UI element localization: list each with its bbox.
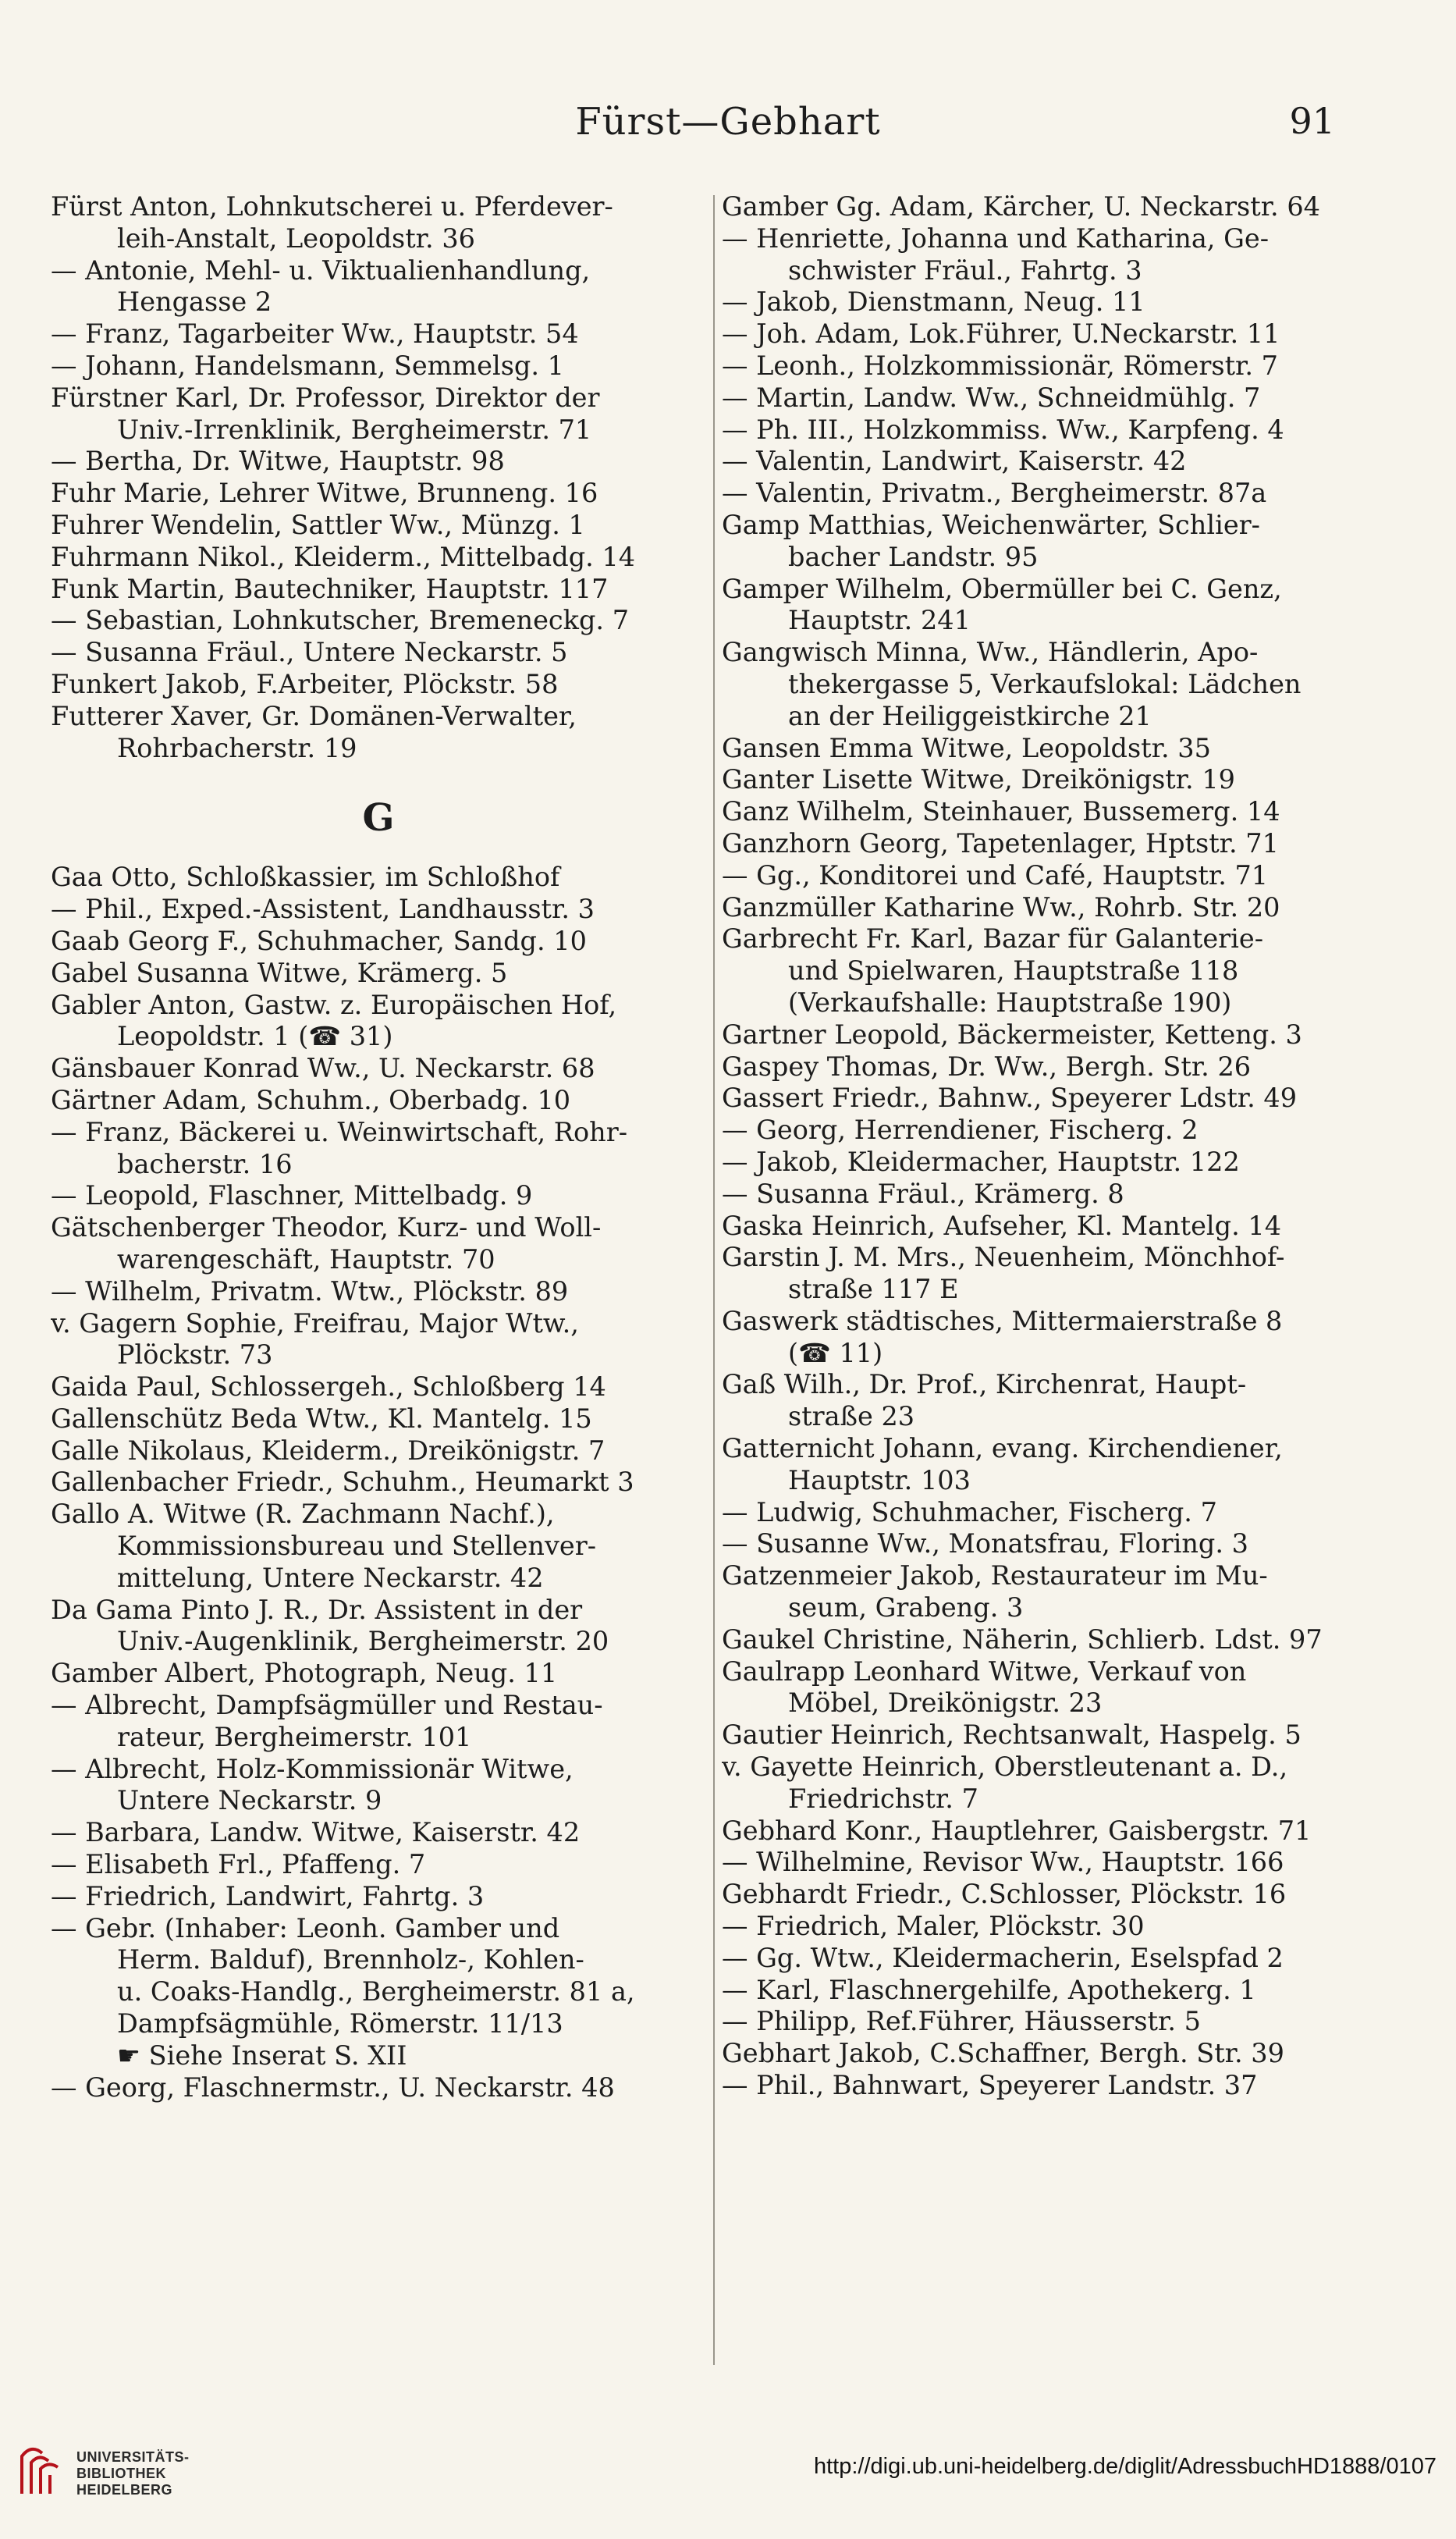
directory-entry: Gabel Susanna Witwe, Krämerg. 5	[51, 957, 508, 988]
directory-entry: Ganter Lisette Witwe, Dreikönigstr. 19	[722, 764, 1235, 795]
directory-entry: Gamber Albert, Photograph, Neug. 11	[51, 1658, 558, 1689]
directory-entry: Futterer Xaver, Gr. Domänen-Verwalter,	[51, 700, 577, 731]
logo-line: BIBLIOTHEK	[76, 2466, 166, 2481]
logo-line: HEIDELBERG	[76, 2482, 173, 2498]
directory-entry: v. Gayette Heinrich, Oberstleutenant a. D.,	[722, 1751, 1288, 1783]
directory-entry: Gaa Otto, Schloßkassier, im Schloßhof	[51, 862, 560, 893]
entry-continuation: Hauptstr. 241	[788, 605, 971, 636]
directory-entry: Gaulrapp Leonhard Witwe, Verkauf von	[722, 1655, 1247, 1687]
directory-entry: Fuhrmann Nikol., Kleiderm., Mittelbadg. 14	[51, 541, 636, 572]
directory-entry: Gaska Heinrich, Aufseher, Kl. Mantelg. 14	[722, 1210, 1282, 1241]
directory-entry: Galle Nikolaus, Kleiderm., Dreikönigstr. 7	[51, 1435, 605, 1466]
directory-entry: Gatternicht Johann, evang. Kirchendiener,	[722, 1433, 1283, 1464]
directory-entry: Gartner Leopold, Bäckermeister, Ketteng. 3	[722, 1019, 1302, 1050]
directory-entry: — Franz, Tagarbeiter Ww., Hauptstr. 54	[51, 318, 579, 350]
directory-entry: Ganzhorn Georg, Tapetenlager, Hptstr. 71	[722, 827, 1279, 859]
left-column	[51, 191, 706, 2103]
page-header	[0, 94, 1456, 148]
directory-entry: — Philipp, Ref.Führer, Häusserstr. 5	[722, 2006, 1201, 2037]
directory-entry: — Bertha, Dr. Witwe, Hauptstr. 98	[51, 446, 505, 477]
directory-entry: Garbrecht Fr. Karl, Bazar für Galanterie-	[722, 923, 1264, 955]
directory-entry: — Georg, Herrendiener, Fischerg. 2	[722, 1115, 1199, 1146]
right-column	[722, 191, 1358, 2102]
directory-entry: — Susanne Ww., Monatsfrau, Floring. 3	[722, 1528, 1248, 1559]
directory-entry: — Barbara, Landw. Witwe, Kaiserstr. 42	[51, 1817, 581, 1848]
directory-entry: — Joh. Adam, Lok.Führer, U.Neckarstr. 11	[722, 318, 1280, 350]
directory-entry: Gautier Heinrich, Rechtsanwalt, Haspelg. 5	[722, 1719, 1302, 1751]
entry-continuation: straße 117 E	[788, 1274, 959, 1305]
column-divider	[713, 195, 715, 2365]
entry-continuation: warengeschäft, Hauptstr. 70	[117, 1243, 495, 1275]
directory-entry: — Phil., Exped.-Assistent, Landhausstr. 3	[51, 894, 595, 925]
directory-entry: Gangwisch Minna, Ww., Händlerin, Apo-	[722, 637, 1259, 668]
directory-entry: Gaß Wilh., Dr. Prof., Kirchenrat, Haupt-	[722, 1369, 1247, 1400]
source-url[interactable]: http://digi.ub.uni-heidelberg.de/diglit/AdressbuchHD1888/0107	[813, 2454, 1436, 2479]
directory-entry: — Leopold, Flaschner, Mittelbadg. 9	[51, 1180, 533, 1211]
directory-entry: Gallenschütz Beda Wtw., Kl. Mantelg. 15	[51, 1403, 592, 1434]
directory-entry: — Antonie, Mehl- u. Viktualienhandlung,	[51, 254, 591, 286]
directory-entry: Gänsbauer Konrad Ww., U. Neckarstr. 68	[51, 1053, 595, 1084]
entry-continuation: Herm. Balduf), Brennholz-, Kohlen-	[117, 1944, 584, 1975]
directory-entry: Gebhardt Friedr., C.Schlosser, Plöckstr. 16	[722, 1879, 1287, 1910]
directory-entry: Garstin J. M. Mrs., Neuenheim, Mönchhof-	[722, 1242, 1285, 1273]
entry-continuation: (☎ 11)	[788, 1337, 883, 1368]
directory-entry: — Jakob, Kleidermacher, Hauptstr. 122	[722, 1146, 1240, 1177]
directory-entry: — Gebr. (Inhaber: Leonh. Gamber und	[51, 1912, 560, 1943]
directory-entry: — Phil., Bahnwart, Speyerer Landstr. 37	[722, 2070, 1258, 2101]
directory-entry: Fuhrer Wendelin, Sattler Ww., Münzg. 1	[51, 509, 585, 540]
entry-continuation: schwister Fräul., Fahrtg. 3	[788, 254, 1142, 286]
directory-entry: Funkert Jakob, F.Arbeiter, Plöckstr. 58	[51, 668, 559, 699]
directory-entry: — Susanna Fräul., Untere Neckarstr. 5	[51, 637, 568, 668]
entry-continuation: Plöckstr. 73	[117, 1339, 273, 1371]
directory-entry: Gätschenberger Theodor, Kurz- und Woll-	[51, 1212, 602, 1243]
entry-continuation: seum, Grabeng. 3	[788, 1592, 1024, 1623]
directory-entry: Da Gama Pinto J. R., Dr. Assistent in der	[51, 1594, 583, 1625]
directory-entry: — Valentin, Landwirt, Kaiserstr. 42	[722, 446, 1187, 477]
entry-continuation: Hengasse 2	[117, 286, 272, 318]
directory-entry: Gebhard Konr., Hauptlehrer, Gaisbergstr. 71	[722, 1815, 1312, 1846]
directory-entry: — Valentin, Privatm., Bergheimerstr. 87a	[722, 478, 1267, 509]
directory-entry: Fürst Anton, Lohnkutscherei u. Pferdever-	[51, 191, 613, 222]
library-logo-text	[76, 2449, 190, 2498]
directory-entry: — Ph. III., Holzkommiss. Ww., Karpfeng. 4	[722, 414, 1284, 445]
directory-entry: Fuhr Marie, Lehrer Witwe, Brunneng. 16	[51, 478, 598, 509]
directory-entry: Gamber Gg. Adam, Kärcher, U. Neckarstr. 64	[722, 191, 1320, 222]
directory-entry: — Jakob, Dienstmann, Neug. 11	[722, 286, 1145, 318]
directory-entry: — Sebastian, Lohnkutscher, Bremeneckg. 7	[51, 605, 630, 636]
directory-entry: Gaab Georg F., Schuhmacher, Sandg. 10	[51, 925, 587, 956]
entry-continuation: leih-Anstalt, Leopoldstr. 36	[117, 222, 475, 254]
entry-continuation: Leopoldstr. 1 (☎ 31)	[117, 1021, 393, 1052]
directory-entry: — Georg, Flaschnermstr., U. Neckarstr. 48	[51, 2071, 615, 2103]
directory-entry: Gaukel Christine, Näherin, Schlierb. Ldst. 97	[722, 1623, 1323, 1655]
entry-continuation: u. Coaks-Handlg., Bergheimerstr. 81 a,	[117, 1976, 635, 2007]
directory-entry: — Johann, Handelsmann, Semmelsg. 1	[51, 350, 564, 381]
entry-continuation: Univ.-Augenklinik, Bergheimerstr. 20	[117, 1626, 609, 1657]
directory-entry: Gaspey Thomas, Dr. Ww., Bergh. Str. 26	[722, 1051, 1252, 1082]
directory-entry: Gaswerk städtisches, Mittermaierstraße 8	[722, 1305, 1283, 1336]
directory-entry: — Wilhelmine, Revisor Ww., Hauptstr. 166	[722, 1847, 1284, 1878]
entry-continuation: an der Heiliggeistkirche 21	[788, 700, 1152, 731]
directory-entry: Gallenbacher Friedr., Schuhm., Heumarkt 3	[51, 1467, 634, 1498]
directory-entry: — Ludwig, Schuhmacher, Fischerg. 7	[722, 1496, 1217, 1527]
entry-continuation: mittelung, Untere Neckarstr. 42	[117, 1562, 544, 1593]
directory-entry: — Leonh., Holzkommissionär, Römerstr. 7	[722, 350, 1278, 381]
directory-entry: Gansen Emma Witwe, Leopoldstr. 35	[722, 732, 1211, 763]
directory-entry: Gallo A. Witwe (R. Zachmann Nachf.),	[51, 1499, 555, 1530]
directory-entry: — Friedrich, Maler, Plöckstr. 30	[722, 1911, 1145, 1942]
directory-entry: Gamper Wilhelm, Obermüller bei C. Genz,	[722, 573, 1282, 604]
entry-continuation: Untere Neckarstr. 9	[117, 1785, 382, 1816]
library-logo-icon	[16, 2439, 69, 2505]
directory-entry: Ganz Wilhelm, Steinhauer, Bussemerg. 14	[722, 796, 1280, 827]
entry-continuation: rateur, Bergheimerstr. 101	[117, 1721, 472, 1752]
directory-entry: — Elisabeth Frl., Pfaffeng. 7	[51, 1849, 426, 1880]
directory-entry: — Albrecht, Dampfsägmüller und Restau-	[51, 1690, 603, 1721]
directory-entry: Fürstner Karl, Dr. Professor, Direktor der	[51, 382, 600, 413]
entry-continuation: Dampfsägmühle, Römerstr. 11/13	[117, 2008, 563, 2039]
entry-continuation: Möbel, Dreikönigstr. 23	[788, 1687, 1103, 1719]
directory-entry: Gebhart Jakob, C.Schaffner, Bergh. Str. 39	[722, 2038, 1284, 2069]
directory-entry: Gamp Matthias, Weichenwärter, Schlier-	[722, 509, 1260, 540]
directory-entry: — Friedrich, Landwirt, Fahrtg. 3	[51, 1880, 485, 1911]
entry-continuation: (Verkaufshalle: Hauptstraße 190)	[788, 987, 1232, 1018]
entry-continuation: Rohrbacherstr. 19	[117, 732, 357, 763]
directory-entry: — Franz, Bäckerei u. Weinwirtschaft, Rohr-	[51, 1116, 628, 1147]
entry-continuation: Univ.-Irrenklinik, Bergheimerstr. 71	[117, 414, 592, 445]
entry-continuation: Kommissionsbureau und Stellenver-	[117, 1531, 597, 1562]
entry-continuation: Hauptstr. 103	[788, 1464, 971, 1495]
directory-entry: Funk Martin, Bautechniker, Hauptstr. 117	[51, 573, 609, 604]
directory-entry: Gassert Friedr., Bahnw., Speyerer Ldstr. 49	[722, 1083, 1298, 1114]
logo-line: UNIVERSITÄTS-	[76, 2449, 190, 2465]
entry-continuation: Friedrichstr. 7	[788, 1783, 978, 1814]
directory-entry: Gärtner Adam, Schuhm., Oberbadg. 10	[51, 1084, 571, 1115]
directory-entry: — Gg., Konditorei und Café, Hauptstr. 71	[722, 859, 1269, 891]
directory-entry: — Wilhelm, Privatm. Wtw., Plöckstr. 89	[51, 1275, 569, 1307]
page-footer	[0, 2420, 1456, 2539]
entry-continuation: ☛ Siehe Inserat S. XII	[117, 2039, 407, 2071]
directory-entry: — Martin, Landw. Ww., Schneidmühlg. 7	[722, 382, 1261, 413]
directory-entry: — Susanna Fräul., Krämerg. 8	[722, 1178, 1124, 1209]
directory-entry: — Karl, Flaschnergehilfe, Apothekerg. 1	[722, 1974, 1256, 2005]
directory-entry: Gatzenmeier Jakob, Restaurateur im Mu-	[722, 1560, 1268, 1591]
section-letter: G	[362, 796, 395, 841]
directory-entry: v. Gagern Sophie, Freifrau, Major Wtw.,	[51, 1307, 579, 1339]
entry-continuation: bacherstr. 16	[117, 1148, 293, 1179]
directory-entry: Gabler Anton, Gastw. z. Europäischen Hof,	[51, 989, 617, 1020]
directory-entry: — Gg. Wtw., Kleidermacherin, Eselspfad 2	[722, 1942, 1284, 1973]
entry-continuation: straße 23	[788, 1401, 915, 1432]
entry-continuation: und Spielwaren, Hauptstraße 118	[788, 955, 1239, 987]
directory-entry: — Henriette, Johanna und Katharina, Ge-	[722, 222, 1270, 254]
directory-entry: — Albrecht, Holz-Kommissionär Witwe,	[51, 1753, 574, 1784]
entry-continuation: thekergasse 5, Verkaufslokal: Lädchen	[788, 668, 1302, 699]
directory-entry: Ganzmüller Katharine Ww., Rohrb. Str. 20	[722, 891, 1280, 923]
entry-continuation: bacher Landstr. 95	[788, 541, 1039, 572]
directory-entry: Gaida Paul, Schlossergeh., Schloßberg 14	[51, 1371, 606, 1403]
running-title: Fürst—Gebhart	[575, 100, 881, 144]
page-number: 91	[1289, 100, 1335, 142]
